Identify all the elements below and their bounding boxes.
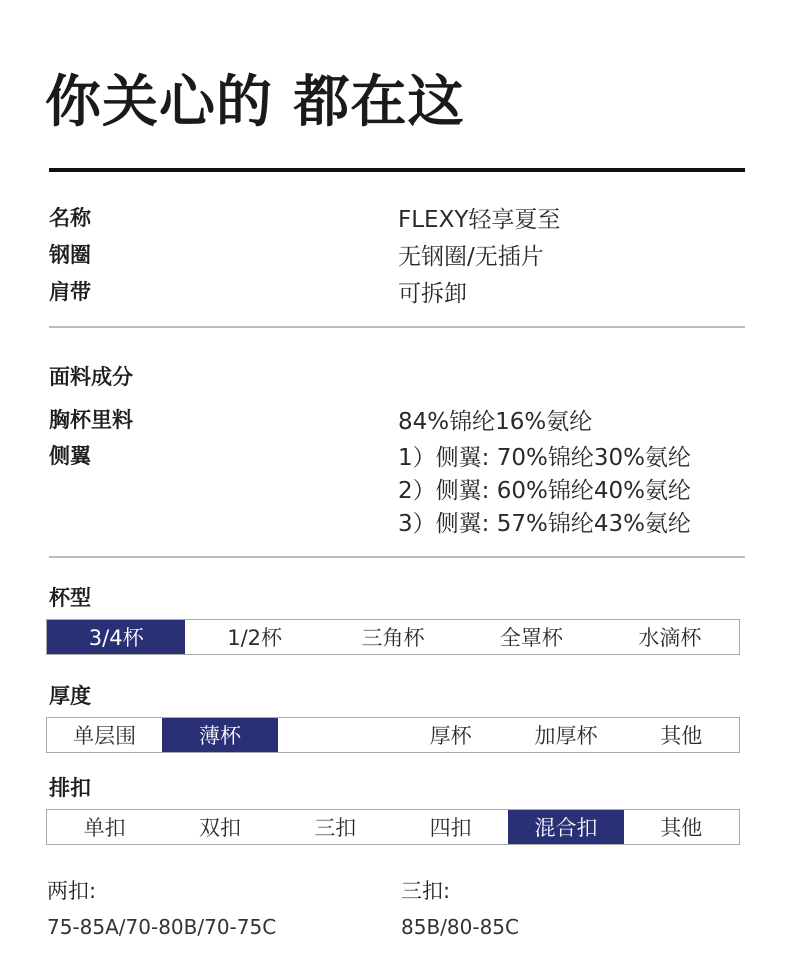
closure-selector [46,809,740,845]
underwire-label: 钢圈 [49,243,91,267]
section-divider [49,326,745,328]
thickness-selector [46,717,740,753]
thickness-option: 单层围 [73,724,137,748]
thickness-option: 厚杯 [429,724,472,748]
name-value: FLEXY轻享夏至 [398,207,561,233]
closure-option: 混合扣 [508,810,623,844]
fabric-heading: 面料成分 [49,365,133,389]
section-divider [49,556,745,558]
strap-value: 可拆卸 [398,281,467,307]
two-hook-label: 两扣: [47,879,97,903]
cup-type-label: 杯型 [49,586,91,610]
closure-option: 其他 [660,816,703,840]
cup-type-option: 3/4杯 [47,620,185,654]
cup-lining-label: 胸杯里料 [49,408,133,432]
side-wing-label: 侧翼 [49,444,91,468]
thickness-option: 薄杯 [162,718,277,752]
three-hook-sizes: 85B/80-85C [401,915,519,939]
cup-lining-value: 84%锦纶16%氨纶 [398,409,593,435]
cup-type-option: 全罩杯 [499,626,563,650]
thickness-option [278,718,393,752]
thickness-label: 厚度 [49,684,91,708]
two-hook-sizes: 75-85A/70-80B/70-75C [47,915,277,939]
side-wing-value-1: 1）侧翼: 70%锦纶30%氨纶 [398,445,691,471]
three-hook-label: 三扣: [401,879,451,903]
cup-type-selector [46,619,740,655]
cup-type-option: 三角杯 [361,626,425,650]
thickness-option: 加厚杯 [534,724,598,748]
cup-type-option: 1/2杯 [227,626,282,650]
title-divider [49,168,745,172]
strap-label: 肩带 [49,280,91,304]
name-label: 名称 [49,206,91,230]
side-wing-value-2: 2）侧翼: 60%锦纶40%氨纶 [398,478,691,504]
cup-type-option: 水滴杯 [638,626,702,650]
thickness-option: 其他 [660,724,703,748]
page-title: 你关心的 都在这 [45,70,465,135]
side-wing-value-3: 3）侧翼: 57%锦纶43%氨纶 [398,511,691,537]
closure-option: 三扣 [314,816,357,840]
closure-option: 四扣 [429,816,472,840]
closure-option: 单扣 [83,816,126,840]
closure-label: 排扣 [49,776,91,800]
closure-option: 双扣 [198,816,241,840]
underwire-value: 无钢圈/无插片 [398,244,544,270]
